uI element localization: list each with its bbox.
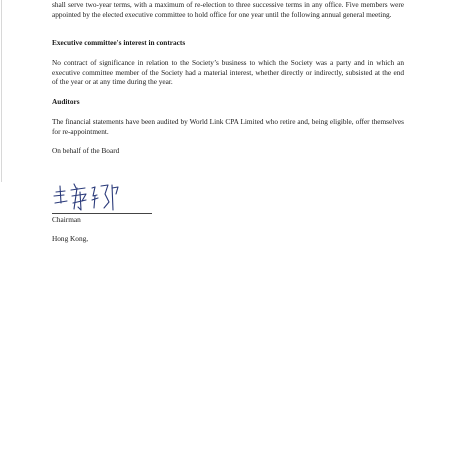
location-line: Hong Kong, xyxy=(52,234,89,243)
auditors-heading: Auditors xyxy=(52,97,80,106)
auditors-paragraph: The financial statements have been audited by World Link CPA Limited who retire and, being eligible, offer themselves for re-appointment. xyxy=(52,117,404,136)
on-behalf-line: On behalf of the Board xyxy=(52,146,120,155)
signatory-title: Chairman xyxy=(52,215,81,224)
signature-line xyxy=(52,213,152,214)
scan-edge-line xyxy=(1,0,2,182)
committee-terms-paragraph: shall serve two-year terms, with a maximum of re-election to three successive terms in any office. Five members were appointed by the elected executive committee to hold office for one year until the following annual general meeting. xyxy=(52,0,404,19)
contracts-heading: Executive committee's interest in contracts xyxy=(52,38,186,47)
contracts-paragraph: No contract of significance in relation to the Society’s business to which the Society was a party and in which an executive committee member of the Society had a material interest, whether directly or indirectly, subsisted at the end of the year or at any time during the year. xyxy=(52,58,404,87)
handwritten-signature xyxy=(52,176,122,214)
